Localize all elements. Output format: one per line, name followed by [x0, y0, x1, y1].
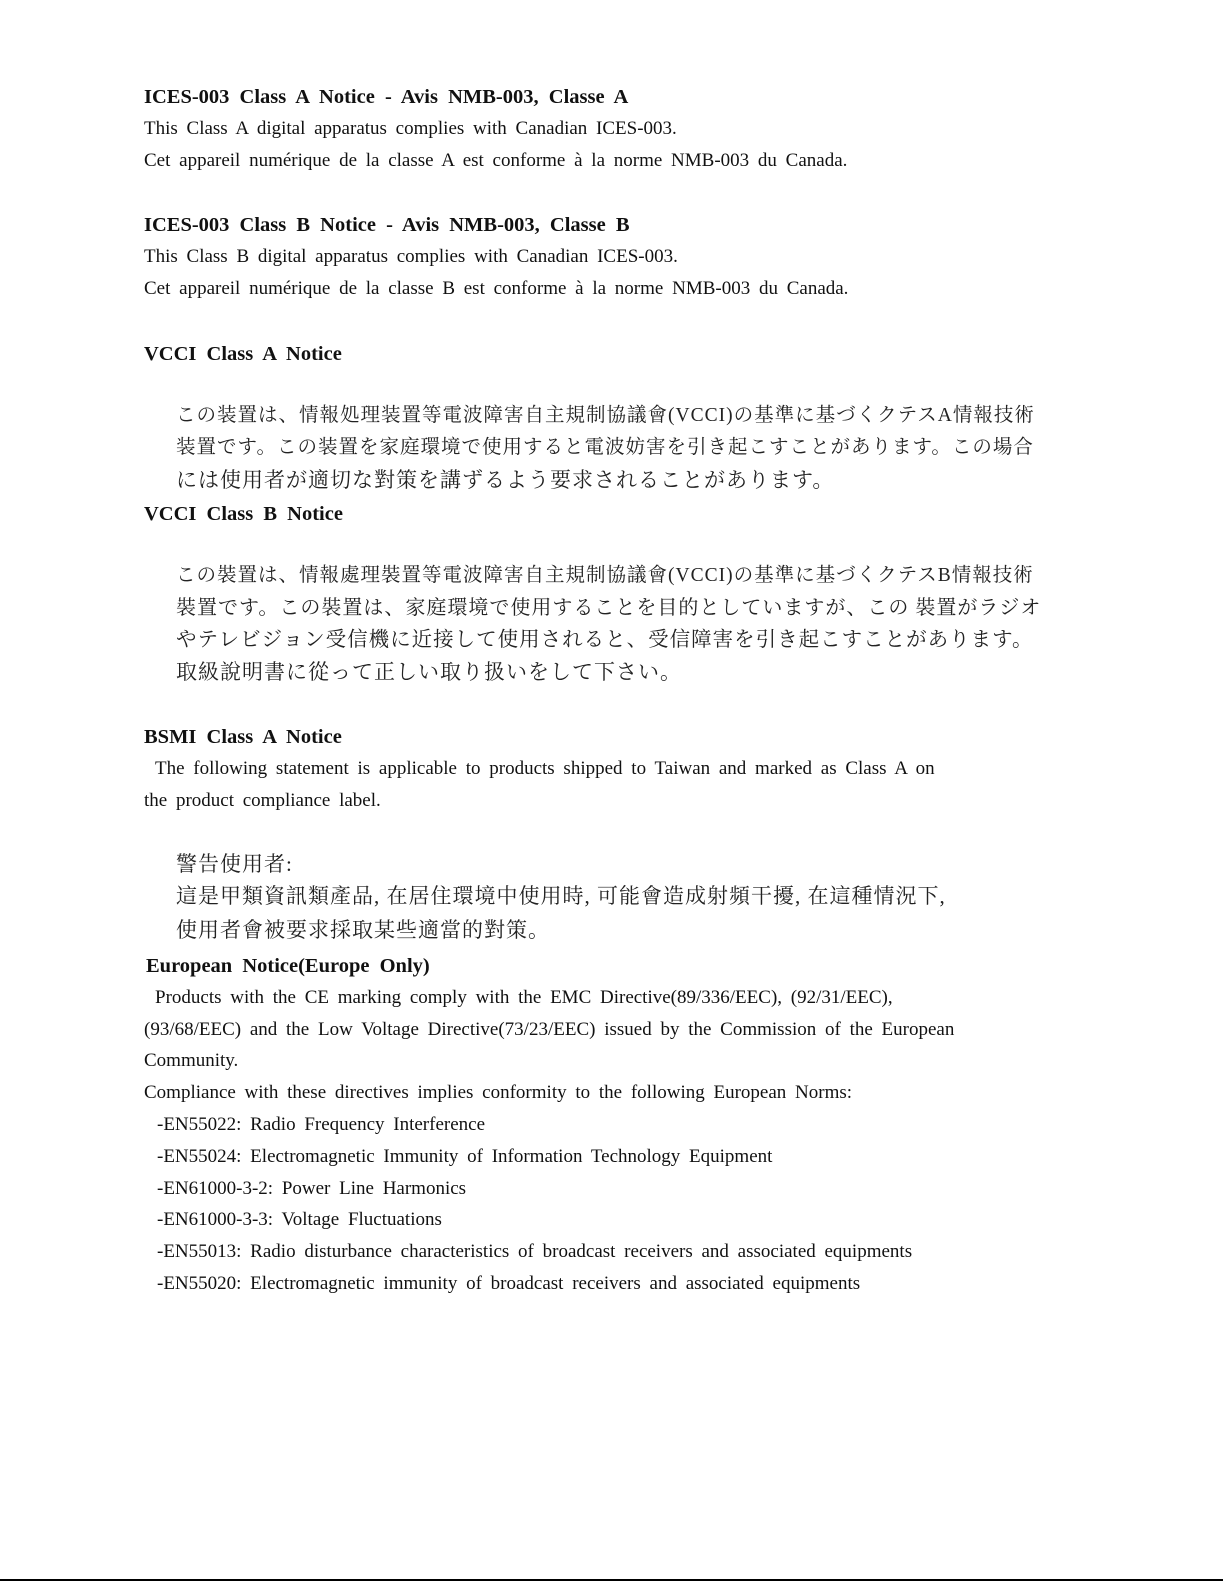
ices-a-line-1: This Class A digital apparatus complies with Canadian ICES-003. — [144, 118, 677, 139]
norm-en55022: -EN55022: Radio Frequency Interference — [157, 1114, 486, 1135]
norm-en61000-3-2: -EN61000-3-2: Power Line Harmonics — [157, 1178, 467, 1199]
vcci-a-line-3: には使用者が適切な對策を講ずるよう要求されることがあります。 — [176, 468, 835, 492]
norm-en55013: -EN55013: Radio disturbance characteristics of broadcast receivers and associated equipments — [157, 1241, 913, 1262]
heading-vcci-class-a: VCCI Class A Notice — [144, 343, 342, 365]
vcci-a-line-1: この装置は、情報処理装置等電波障害自主規制協議會(VCCI)の基準に基づくクテスA情報技術 — [176, 405, 1035, 426]
heading-ices-class-b: ICES-003 Class B Notice - Avis NMB-003, Classe B — [144, 214, 630, 236]
vcci-b-line-2: 裝置です。この裝置は、家庭環境で使用することを目的としていますが、この 裝置がラジオ — [176, 597, 1042, 619]
bsmi-line-1: The following statement is applicable to products shipped to Taiwan and marked as Class A on — [155, 758, 935, 779]
ices-b-line-1: This Class B digital apparatus complies with Canadian ICES-003. — [144, 246, 678, 267]
bsmi-chinese-line-1: 警告使用者: — [176, 852, 293, 876]
heading-bsmi-class-a: BSMI Class A Notice — [144, 726, 342, 748]
vcci-b-line-1: この裝置は、情報處理裝置等電波障害自主規制協議會(VCCI)の基準に基づくクテスB情報技術 — [176, 565, 1034, 586]
bsmi-chinese-line-3: 使用者會被要求採取某些適當的對策。 — [176, 918, 550, 942]
vcci-b-line-3: やテレビジョン受信機に近接して使用されると、受信障害を引き起こすことがあります。 — [176, 629, 1034, 651]
bsmi-chinese-line-2: 這是甲類資訊類產品, 在居住環境中使用時, 可能會造成射頻干擾, 在這種情況下, — [176, 884, 946, 908]
page-bottom-rule — [0, 1579, 1223, 1581]
bsmi-line-2: the product compliance label. — [144, 790, 381, 811]
norm-en55024: -EN55024: Electromagnetic Immunity of Information Technology Equipment — [157, 1146, 773, 1167]
heading-ices-class-a: ICES-003 Class A Notice - Avis NMB-003, Classe A — [144, 86, 629, 108]
europe-line-2: (93/68/EEC) and the Low Voltage Directive(73/23/EEC) issued by the Commission of the European — [144, 1019, 955, 1040]
norm-en61000-3-3: -EN61000-3-3: Voltage Fluctuations — [157, 1209, 442, 1230]
norm-en55020: -EN55020: Electromagnetic immunity of broadcast receivers and associated equipments — [157, 1273, 861, 1294]
europe-line-1: Products with the CE marking comply with the EMC Directive(89/336/EEC), (92/31/EEC), — [155, 987, 893, 1008]
europe-line-3: Community. — [144, 1050, 239, 1071]
heading-vcci-class-b: VCCI Class B Notice — [144, 503, 343, 525]
europe-line-4: Compliance with these directives implies conformity to the following European Norms: — [144, 1082, 853, 1103]
heading-european-notice: European Notice(Europe Only) — [146, 955, 430, 977]
vcci-a-line-2: 装置です。この装置を家庭環境で使用すると電波妨害を引き起こすことがあります。この場合 — [176, 437, 1034, 458]
vcci-b-line-4: 取級說明書に從って正しい取り扱いをして下さい。 — [176, 660, 682, 684]
ices-a-line-2: Cet appareil numérique de la classe A est conforme à la norme NMB-003 du Canada. — [144, 150, 848, 171]
ices-b-line-2: Cet appareil numérique de la classe B est conforme à la norme NMB-003 du Canada. — [144, 278, 849, 299]
